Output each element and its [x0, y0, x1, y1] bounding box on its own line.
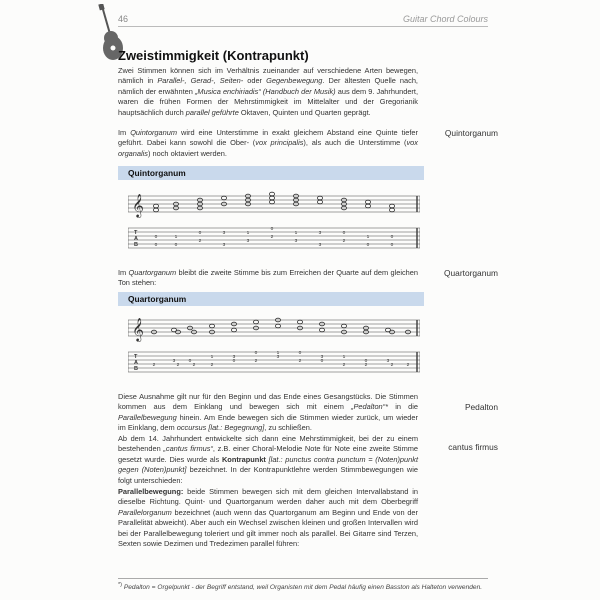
svg-text:2: 2	[152, 363, 156, 368]
svg-text:3: 3	[232, 355, 236, 360]
margin-note-quintorganum: Quintorganum	[444, 128, 498, 138]
svg-text:0: 0	[232, 359, 236, 364]
svg-text:2: 2	[364, 363, 368, 368]
svg-text:0: 0	[390, 235, 394, 240]
svg-text:1: 1	[342, 355, 346, 360]
svg-text:0: 0	[364, 359, 368, 364]
example-quartorganum-title: Quartorganum	[118, 292, 424, 306]
svg-text:1: 1	[210, 355, 214, 360]
svg-text:0: 0	[174, 243, 178, 248]
svg-text:2: 2	[210, 363, 214, 368]
svg-text:T: T	[134, 230, 138, 236]
example-quintorganum-notation	[128, 186, 420, 262]
svg-text:1: 1	[276, 351, 280, 356]
treble-clef-icon: 𝄞	[132, 193, 144, 217]
svg-text:0: 0	[342, 231, 346, 236]
svg-text:3: 3	[318, 231, 322, 236]
svg-text:B: B	[134, 242, 138, 248]
svg-text:3: 3	[222, 231, 226, 236]
svg-text:2: 2	[192, 363, 196, 368]
svg-text:T: T	[134, 354, 138, 360]
margin-note-quartorganum: Quartorganum	[444, 268, 498, 278]
svg-text:0: 0	[198, 231, 202, 236]
svg-text:0: 0	[320, 359, 324, 364]
svg-text:0: 0	[366, 243, 370, 248]
svg-text:3: 3	[294, 239, 298, 244]
svg-text:2: 2	[342, 363, 346, 368]
svg-text:B: B	[134, 366, 138, 372]
paragraph-pedalton: Diese Ausnahme gilt nur für den Beginn und das Ende eines Gesangstücks. Die Stimmen kommen aus dem Einklang und bewegen sich mit einem „Pedalton“* in die Parallelbewegung hinein. Am Ende bewegen sich die Stimmen wieder zurück, um wieder im Einklang, dem occursus [lat.: Begegnung], zu schließen.	[118, 392, 418, 433]
svg-text:1: 1	[366, 235, 370, 240]
svg-text:2: 2	[298, 359, 302, 364]
margin-note-cantus-firmus: cantus firmus	[448, 442, 498, 452]
paragraph-kontrapunkt: Ab dem 14. Jahrhundert entwickelte sich dann eine Mehrstimmigkeit, bei der zu einem bestehenden „cantus firmus“, z.B. einer Choral-Melodie Note für Note eine zweite Stimme gesetzt wurde. Dies wurde als Kontrapunkt [lat.: punctus contra punctum = (Noten)punkt gegen (Noten)punkt] bezeichnet. In der Kontrapunktlehre werden Stimmbewegungen wie folgt unterschieden:	[118, 434, 419, 485]
svg-text:1: 1	[294, 231, 298, 236]
example-quartorganum-notation	[128, 312, 420, 384]
svg-text:3: 3	[318, 243, 322, 248]
svg-text:2: 2	[342, 239, 346, 244]
page-number: 46	[118, 14, 129, 24]
paragraph-quintorganum: Im Quintorganum wird eine Unterstimme in exakt gleichem Abstand eine Quinte tiefer geführt. Dabei kann sowohl die Ober- (vox principalis), als auch die Unterstimme (vox organalis) noch oktaviert werden.	[118, 128, 419, 158]
running-title: Guitar Chord Colours	[402, 14, 488, 24]
svg-text:2: 2	[406, 363, 410, 368]
svg-text:1: 1	[246, 231, 250, 236]
svg-text:3: 3	[320, 355, 324, 360]
footnote-rule	[118, 578, 488, 579]
svg-text:0: 0	[254, 351, 258, 356]
svg-text:2: 2	[390, 363, 394, 368]
svg-text:A: A	[134, 360, 138, 366]
svg-text:0: 0	[154, 235, 158, 240]
section-title: Zweistimmigkeit (Kontrapunkt)	[118, 48, 309, 63]
svg-text:0: 0	[154, 243, 158, 248]
paragraph-quartorganum: Im Quartorganum bleibt die zweite Stimme bis zum Erreichen der Quarte auf dem gleichen Ton stehen:	[118, 268, 418, 288]
svg-text:2: 2	[198, 239, 202, 244]
svg-text:0: 0	[188, 359, 192, 364]
example-quintorganum-title: Quintorganum	[118, 166, 424, 180]
svg-text:3: 3	[172, 359, 176, 364]
paragraph-parallelbewegung: Parallelbewegung: beide Stimmen bewegen sich mit dem gleichen Intervallabstand in dieselbe Richtung. Quint- und Quartorganum werden daher auch mit dem Oberbegriff Parallelorganum bezeichnet (auch wenn das Quartorganum am Beginn und Ende von der Parallelität abweicht). Aber auch ein Wechsel zwischen kleinen und großen Intervallen wird bei der Parallelbewegung toleriert und gilt immer noch als parallel. Bei Gitarre sind Terzen, Sexten sowie Dezimen und Tredezimen parallel führen:	[118, 487, 418, 549]
svg-text:3: 3	[246, 239, 250, 244]
header-rule	[118, 26, 488, 27]
footnote: *) Pedalton = Orgelpunkt - der Begriff entstand, weil Organisten mit dem Pedal häufig einen Basston als Halteton verwenden.	[118, 582, 483, 592]
svg-text:A: A	[134, 236, 138, 242]
paragraph-intro: Zwei Stimmen können sich im Verhältnis zueinander auf verschiedene Arten bewegen, nämlich in Parallel-, Gerad-, Seiten- oder Gegenbewegung. Der ältesten Quelle nach, nämlich der erwähnten „Musica enchiriadis“ (Handbuch der Musik) aus dem 9. Jahrhundert, waren die frühen Formen der Mehrstimmigkeit im Mittelalter und der Gregorianik hauptsächlich durch parallel geführte Oktaven, Quinten und Quarten geprägt.	[118, 66, 418, 117]
svg-text:0: 0	[298, 351, 302, 356]
margin-note-pedalton: Pedalton	[464, 402, 498, 412]
svg-text:0: 0	[270, 227, 274, 232]
svg-text:1: 1	[174, 235, 178, 240]
svg-text:2: 2	[270, 235, 274, 240]
svg-text:3: 3	[386, 359, 390, 364]
svg-text:3: 3	[222, 243, 226, 248]
svg-text:2: 2	[254, 359, 258, 364]
treble-clef-icon: 𝄞	[132, 317, 144, 341]
svg-text:3: 3	[276, 355, 280, 360]
svg-text:2: 2	[176, 363, 180, 368]
svg-text:0: 0	[390, 243, 394, 248]
